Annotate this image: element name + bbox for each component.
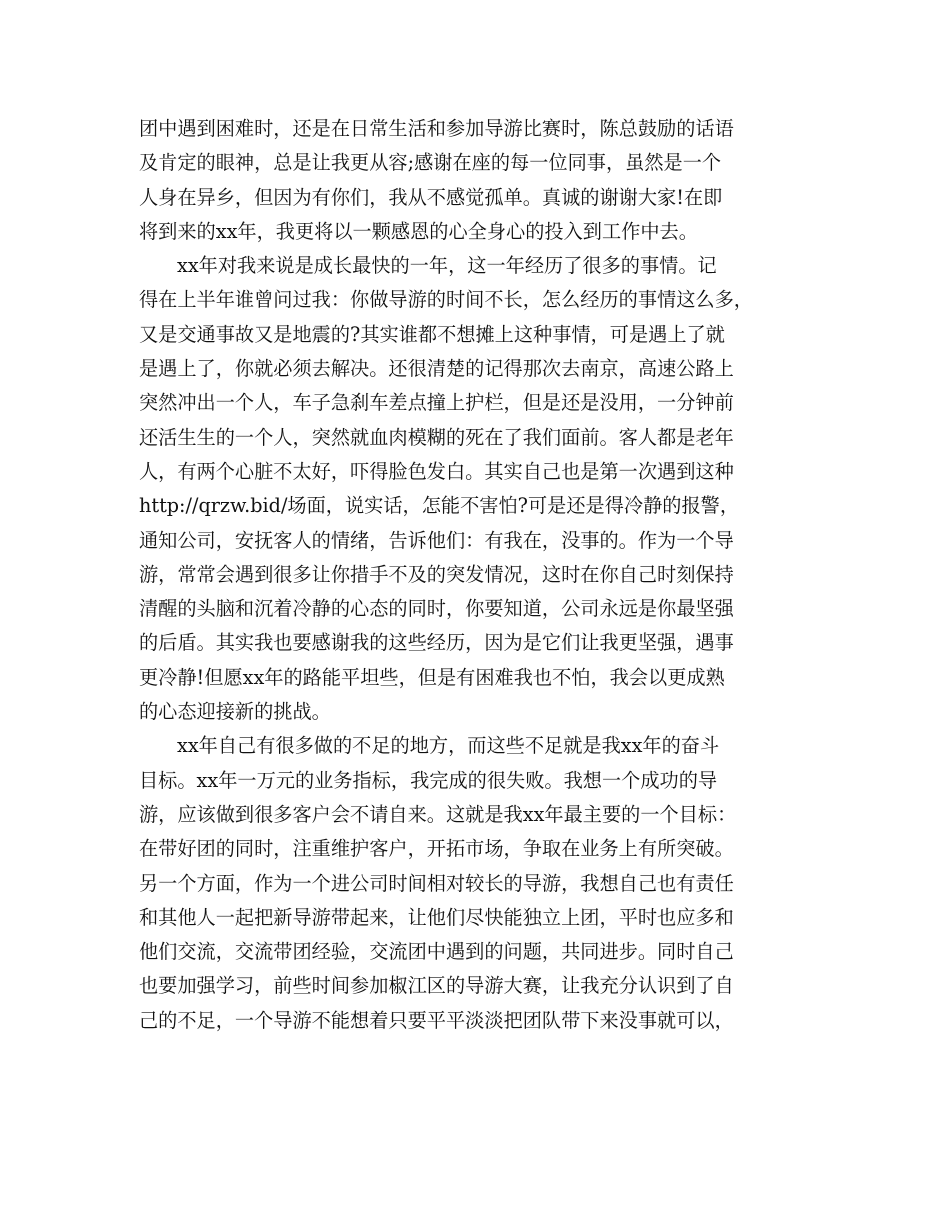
text-line: 更冷静!但愿xx年的路能平坦些，但是有困难我也不怕，我会以更成熟 [139, 665, 725, 689]
text-line: 另一个方面，作为一个进公司时间相对较长的导游，我想自己也有责任 [139, 871, 734, 895]
paragraph-start-line: xx年对我来说是成长最快的一年，这一年经历了很多的事情。记 [177, 254, 717, 278]
text-line: 通知公司，安抚客人的情绪，告诉他们：有我在，没事的。作为一个导 [139, 528, 734, 552]
text-line: 突然冲出一个人，车子急刹车差点撞上护栏，但是还是没用，一分钟前 [139, 391, 734, 415]
text-line: 得在上半年谁曾问过我：你做导游的时间不长，怎么经历的事情这么多， [139, 288, 753, 312]
paragraph-start-line: xx年自己有很多做的不足的地方，而这些不足就是我xx年的奋斗 [177, 734, 720, 758]
text-line: 目标。xx年一万元的业务指标，我完成的很失败。我想一个成功的导 [139, 768, 718, 792]
text-line: 将到来的xx年，我更将以一颗感恩的心全身心的投入到工作中去。 [139, 219, 698, 243]
text-line: 团中遇到困难时，还是在日常生活和参加导游比赛时，陈总鼓励的话语 [139, 117, 734, 140]
text-line: 己的不足，一个导游不能想着只要平平淡淡把团队带下来没事就可以， [139, 1008, 734, 1032]
text-line: 及肯定的眼神，总是让我更从容;感谢在座的每一位同事，虽然是一个 [139, 151, 722, 175]
text-line: 在带好团的同时，注重维护客户，开拓市场，争取在业务上有所突破。 [139, 837, 734, 861]
text-line: 清醒的头脑和沉着冷静的心态的同时，你要知道，公司永远是你最坚强 [139, 597, 734, 621]
text-line: 和其他人一起把新导游带起来，让他们尽快能独立上团，平时也应多和 [139, 905, 734, 929]
text-line: 是遇上了，你就必须去解决。还很清楚的记得那次去南京，高速公路上 [139, 357, 734, 381]
text-line: 人身在异乡，但因为有你们，我从不感觉孤单。真诚的谢谢大家!在即 [139, 185, 723, 209]
text-line: 又是交通事故又是地震的?其实谁都不想摊上这种事情，可是遇上了就 [139, 322, 725, 346]
text-line: 人，有两个心脏不太好，吓得脸色发白。其实自己也是第一次遇到这种 [139, 459, 734, 483]
text-line: 他们交流，交流带团经验，交流团中遇到的问题，共同进步。同时自己 [139, 940, 734, 964]
document-body [139, 112, 829, 1038]
text-line: 游，应该做到很多客户会不请自来。这就是我xx年最主要的一个目标： [139, 802, 737, 826]
text-line: 还活生生的一个人，突然就血肉模糊的死在了我们面前。客人都是老年 [139, 425, 734, 449]
text-line: 的后盾。其实我也要感谢我的这些经历，因为是它们让我更坚强，遇事 [139, 631, 734, 655]
text-line: http://qrzw.bid/场面，说实话，怎能不害怕?可是还是得冷静的报警， [139, 494, 740, 518]
text-line: 也要加强学习，前些时间参加椒江区的导游大赛，让我充分认识到了自 [139, 974, 734, 998]
text-line: 游，常常会遇到很多让你措手不及的突发情况，这时在你自己时刻保持 [139, 562, 734, 586]
text-line: 的心态迎接新的挑战。 [139, 700, 331, 724]
